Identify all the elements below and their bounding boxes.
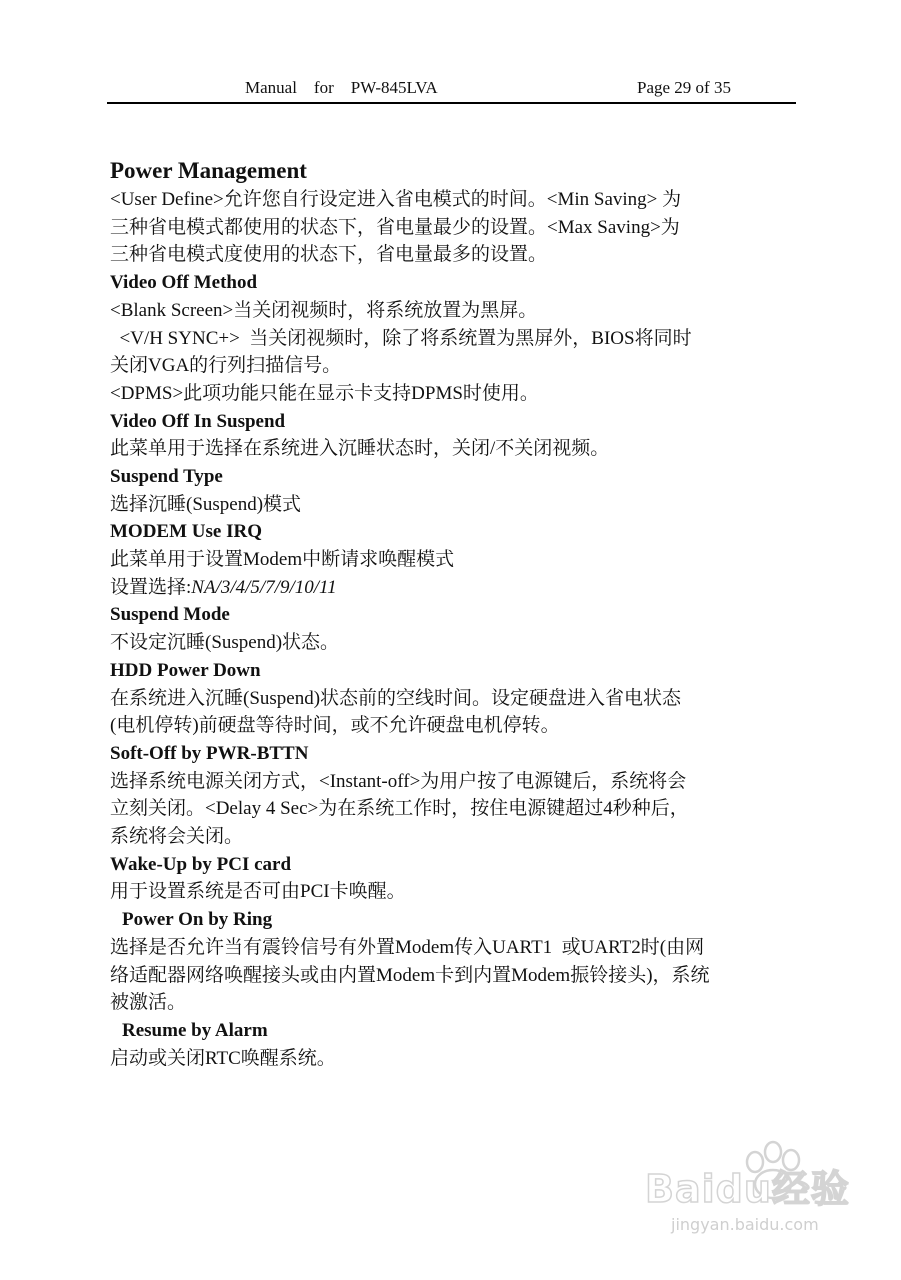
paragraph-line: 络适配器网络唤醒接头或由内置Modem卡到内置Modem振铃接头)，系统 — [110, 964, 710, 986]
paragraph-line: 三种省电模式度使用的状态下，省电量最多的设置。 — [110, 244, 548, 266]
paragraph-line: 系统将会关闭。 — [110, 826, 244, 848]
section-heading-power-management: Power Management — [110, 158, 307, 183]
section-heading-video-off-method: Video Off Method — [110, 272, 258, 294]
paragraph-line: 此菜单用于选择在系统进入沉睡状态时，关闭/不关闭视频。 — [110, 438, 610, 460]
manual-title: Manual for PW-845LVA — [245, 78, 438, 97]
paragraph-line: 选择是否允许当有震铃信号有外置Modem传入UART1 或UART2时(由网 — [110, 936, 705, 958]
option-values: NA/3/4/5/7/9/10/11 — [191, 576, 337, 598]
page-header — [107, 78, 795, 100]
paragraph-line: 选择系统电源关闭方式，<Instant-off>为用户按了电源键后，系统将会 — [110, 770, 687, 792]
watermark-logo-text: Baidu经验 — [645, 1167, 850, 1211]
paragraph-line: 启动或关闭RTC唤醒系统。 — [110, 1047, 336, 1069]
paragraph-line: <DPMS>此项功能只能在显示卡支持DPMS时使用。 — [110, 382, 539, 404]
paragraph-line: <Blank Screen>当关闭视频时，将系统放置为黑屏。 — [110, 299, 538, 321]
section-heading-suspend-type: Suspend Type — [110, 466, 223, 487]
section-heading-soft-off: Soft-Off by PWR-BTTN — [110, 742, 309, 764]
watermark-url: jingyan.baidu.com — [671, 1215, 819, 1234]
paragraph-line: <User Define>允许您自行设定进入省电模式的时间。<Min Saving> 为 — [110, 189, 682, 210]
paragraph-line: <V/H SYNC+> 当关闭视频时，除了将系统置为黑屏外，BIOS将同时 — [110, 327, 692, 349]
paragraph-line: 关闭VGA的行列扫描信号。 — [110, 355, 342, 377]
paragraph-line: 三种省电模式都使用的状态下，省电量最少的设置。<Max Saving>为 — [110, 216, 680, 238]
section-heading-wake-up-pci: Wake-Up by PCI card — [110, 853, 292, 875]
section-heading-power-on-by-ring: Power On by Ring — [122, 909, 273, 931]
header-rule — [107, 102, 796, 104]
section-heading-video-off-in-suspend: Video Off In Suspend — [110, 410, 286, 432]
paragraph-line: 此菜单用于设置Modem中断请求唤醒模式 — [110, 549, 455, 571]
paragraph-line: 用于设置系统是否可由PCI卡唤醒。 — [110, 881, 406, 903]
option-line — [110, 574, 800, 602]
section-heading-resume-by-alarm: Resume by Alarm — [122, 1019, 268, 1041]
section-heading-hdd-power-down: HDD Power Down — [110, 659, 261, 681]
option-prefix: 设置选择: — [110, 576, 192, 598]
paragraph-line: 在系统进入沉睡(Suspend)状态前的空线时间。设定硬盘进入省电状态 — [110, 687, 682, 709]
baidu-jingyan-watermark — [645, 1140, 875, 1250]
paragraph-line: 不设定沉睡(Suspend)状态。 — [110, 632, 340, 654]
page-number: Page 29 of 35 — [637, 78, 731, 97]
paragraph-line: 被激活。 — [110, 992, 187, 1014]
paragraph-line: (电机停转)前硬盘等待时间，或不允许硬盘电机停转。 — [110, 715, 560, 737]
section-heading-suspend-mode: Suspend Mode — [110, 604, 230, 626]
section-heading-modem-use-irq: MODEM Use IRQ — [110, 521, 262, 543]
paragraph-line: 选择沉睡(Suspend)模式 — [110, 493, 302, 515]
document-body — [110, 157, 800, 1072]
paragraph-line: 立刻关闭。<Delay 4 Sec>为在系统工作时，按住电源键超过4秒种后， — [110, 798, 689, 820]
